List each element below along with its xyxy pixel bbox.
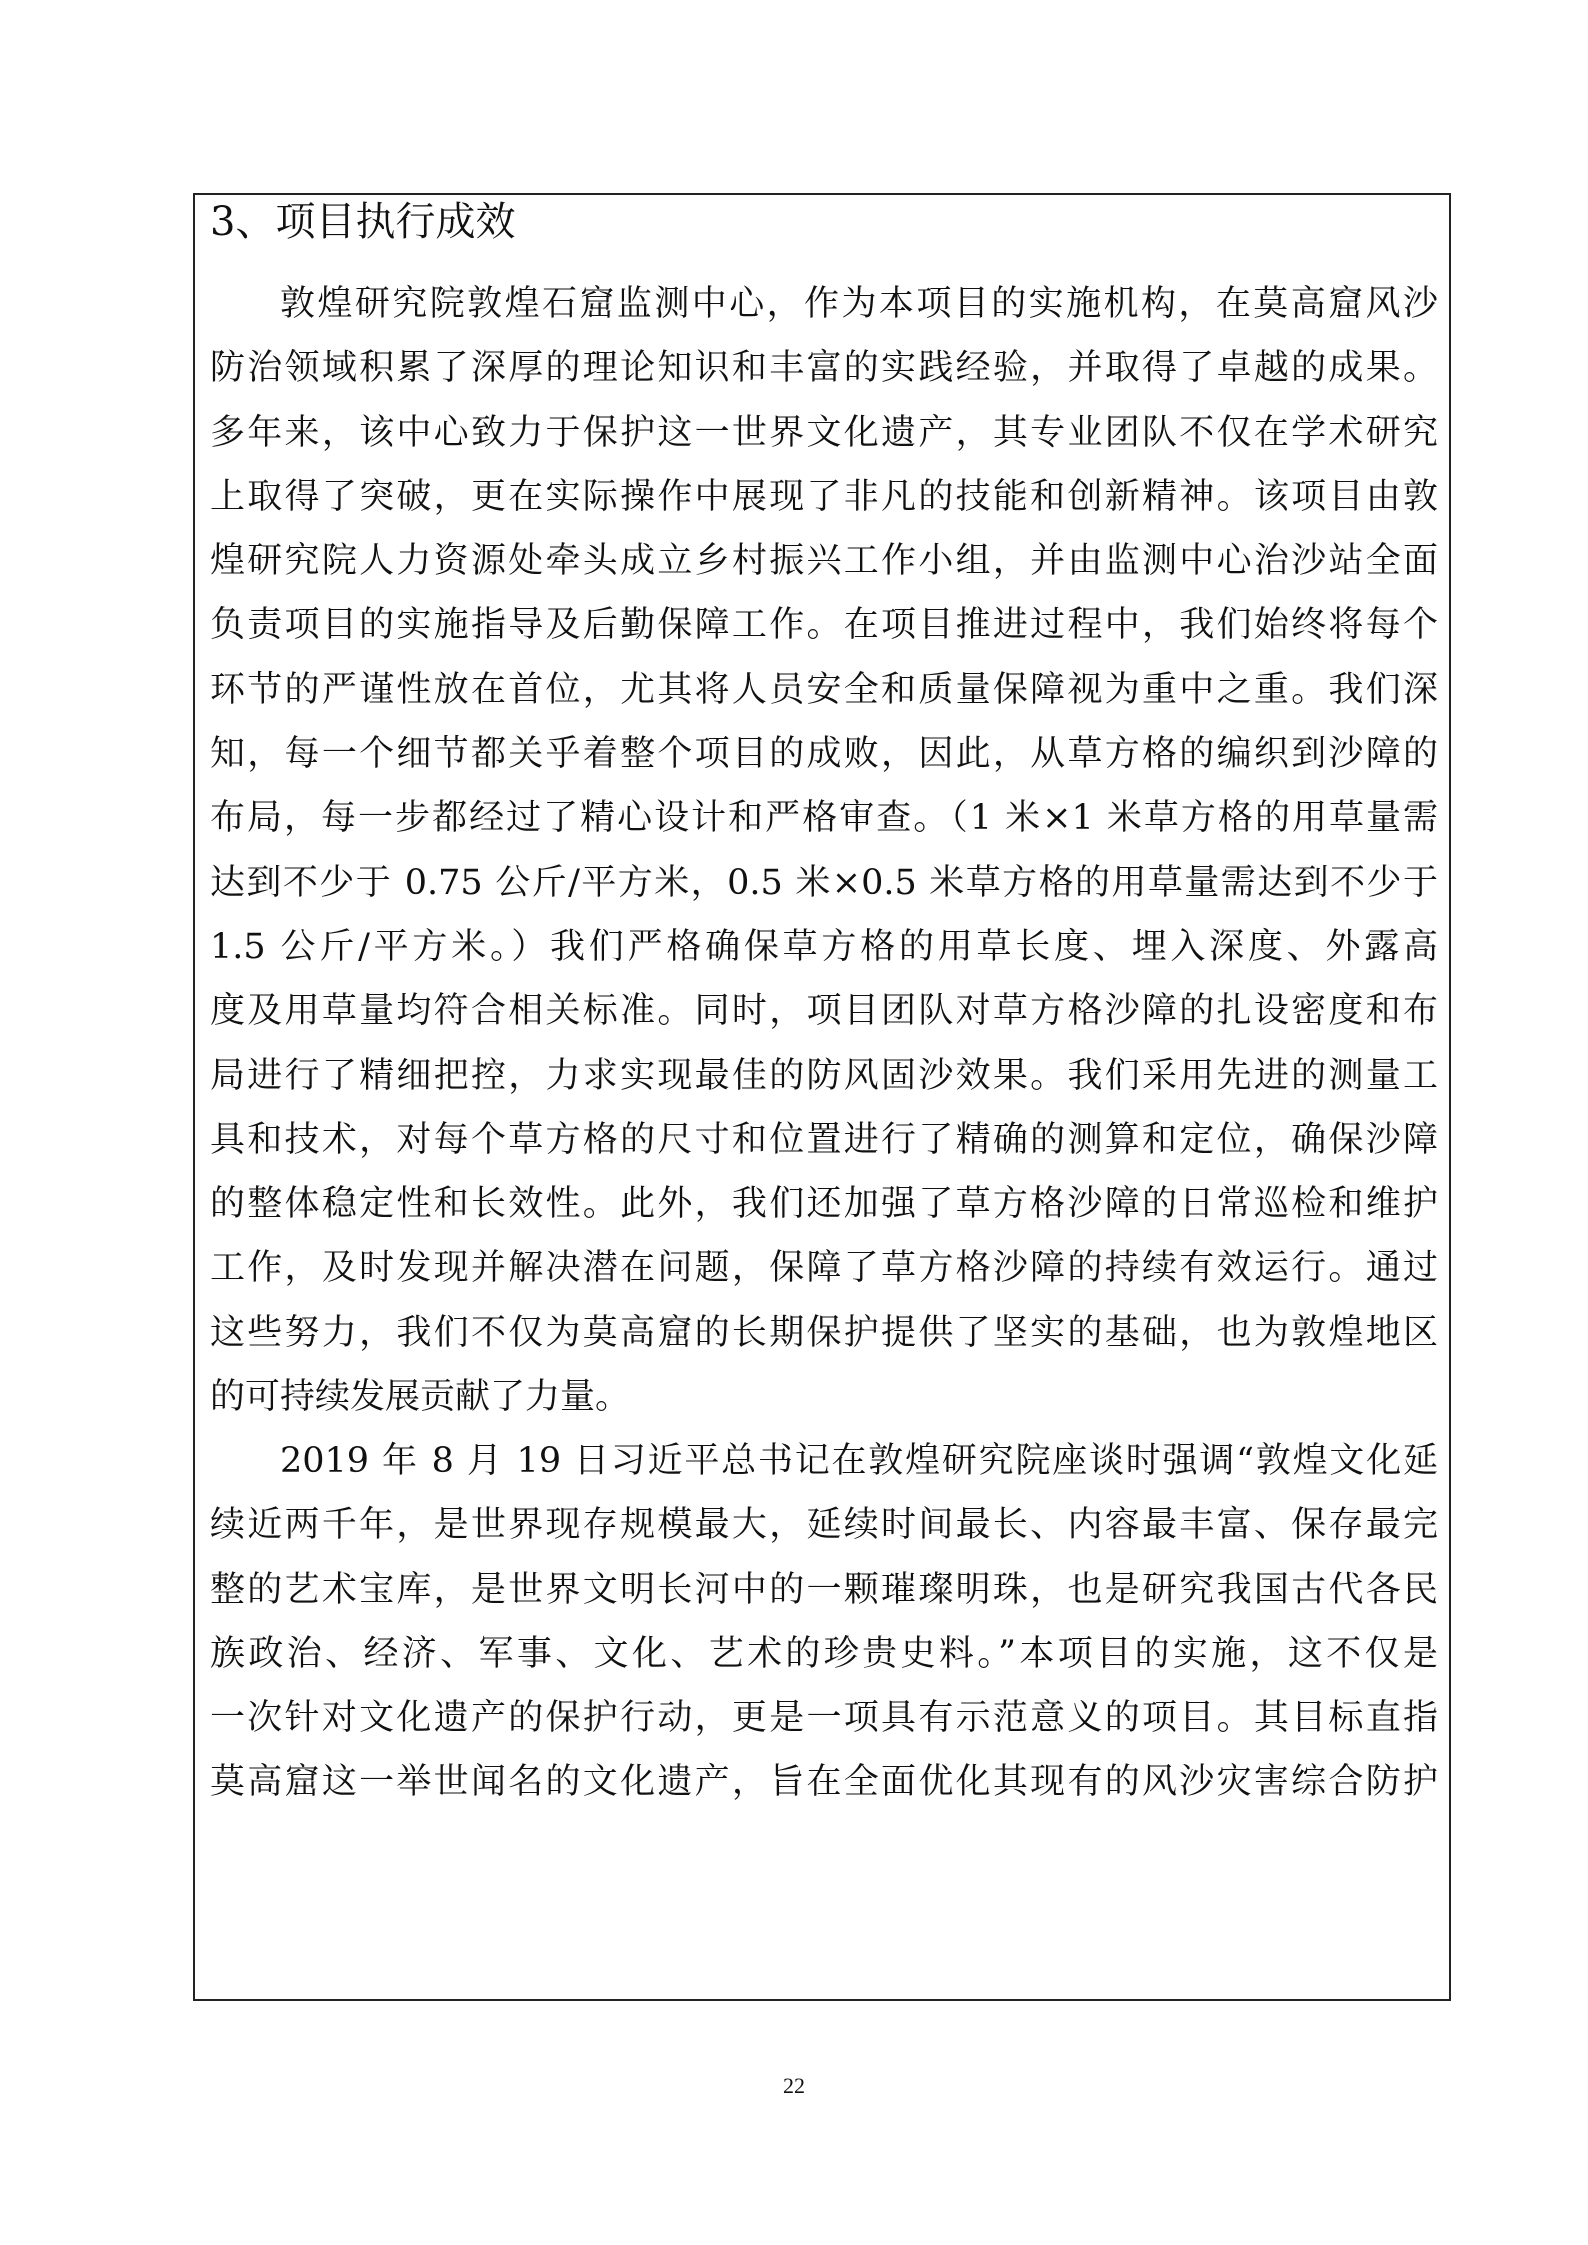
paragraph-1 bbox=[210, 272, 1438, 1429]
text-line: 达到不少于 0.75 公斤/平方米，0.5 米×0.5 米草方格的用草量需达到不少于 bbox=[210, 862, 1438, 903]
text-line: 具和技术，对每个草方格的尺寸和位置进行了精确的测算和定位，确保沙障 bbox=[210, 1119, 1438, 1160]
text-line: 上取得了突破，更在实际操作中展现了非凡的技能和创新精神。该项目由敦 bbox=[210, 476, 1438, 517]
text-line: 莫高窟这一举世闻名的文化遗产，旨在全面优化其现有的风沙灾害综合防护 bbox=[210, 1762, 1438, 1803]
text-line: 负责项目的实施指导及后勤保障工作。在项目推进过程中，我们始终将每个 bbox=[210, 605, 1438, 646]
text-line: 整的艺术宝库，是世界文明长河中的一颗璀璨明珠，也是研究我国古代各民 bbox=[210, 1569, 1438, 1610]
text-line: 知，每一个细节都关乎着整个项目的成败，因此，从草方格的编织到沙障的 bbox=[210, 734, 1438, 775]
text-line: 续近两千年，是世界现存规模最大，延续时间最长、内容最丰富、保存最完 bbox=[210, 1505, 1438, 1546]
page-number: 22 bbox=[783, 2073, 805, 2098]
text-line: 2019 年 8 月 19 日习近平总书记在敦煌研究院座谈时强调“敦煌文化延 bbox=[280, 1441, 1438, 1481]
text-line: 局进行了精细把控，力求实现最佳的防风固沙效果。我们采用先进的测量工 bbox=[210, 1055, 1438, 1096]
text-line: 工作，及时发现并解决潜在问题，保障了草方格沙障的持续有效运行。通过 bbox=[210, 1248, 1438, 1289]
text-line: 度及用草量均符合相关标准。同时，项目团队对草方格沙障的扎设密度和布 bbox=[210, 991, 1438, 1032]
text-line: 敦煌研究院敦煌石窟监测中心，作为本项目的实施机构，在莫高窟风沙 bbox=[280, 284, 1438, 324]
text-line: 这些努力，我们不仅为莫高窟的长期保护提供了坚实的基础，也为敦煌地区 bbox=[210, 1312, 1438, 1353]
paragraph-2 bbox=[210, 1429, 1438, 1815]
text-line: 一次针对文化遗产的保护行动，更是一项具有示范意义的项目。其目标直指 bbox=[210, 1698, 1438, 1739]
text-line: 的可持续发展贡献了力量。 bbox=[210, 1377, 631, 1418]
text-line: 族政治、经济、军事、文化、艺术的珍贵史料。”本项目的实施，这不仅是 bbox=[210, 1633, 1438, 1674]
text-line: 防治领域积累了深厚的理论知识和丰富的实践经验，并取得了卓越的成果。 bbox=[210, 348, 1438, 389]
text-line: 多年来，该中心致力于保护这一世界文化遗产，其专业团队不仅在学术研究 bbox=[210, 412, 1438, 453]
text-line: 布局，每一步都经过了精心设计和严格审查。（1 米×1 米草方格的用草量需 bbox=[210, 798, 1438, 839]
text-line: 1.5 公斤/平方米。）我们严格确保草方格的用草长度、埋入深度、外露高 bbox=[210, 926, 1438, 967]
text-line: 的整体稳定性和长效性。此外，我们还加强了草方格沙障的日常巡检和维护 bbox=[210, 1184, 1438, 1225]
text-line: 煌研究院人力资源处牵头成立乡村振兴工作小组，并由监测中心治沙站全面 bbox=[210, 541, 1438, 582]
section-heading: 3、项目执行成效 bbox=[210, 199, 516, 245]
text-line: 环节的严谨性放在首位，尤其将人员安全和质量保障视为重中之重。我们深 bbox=[210, 669, 1438, 710]
